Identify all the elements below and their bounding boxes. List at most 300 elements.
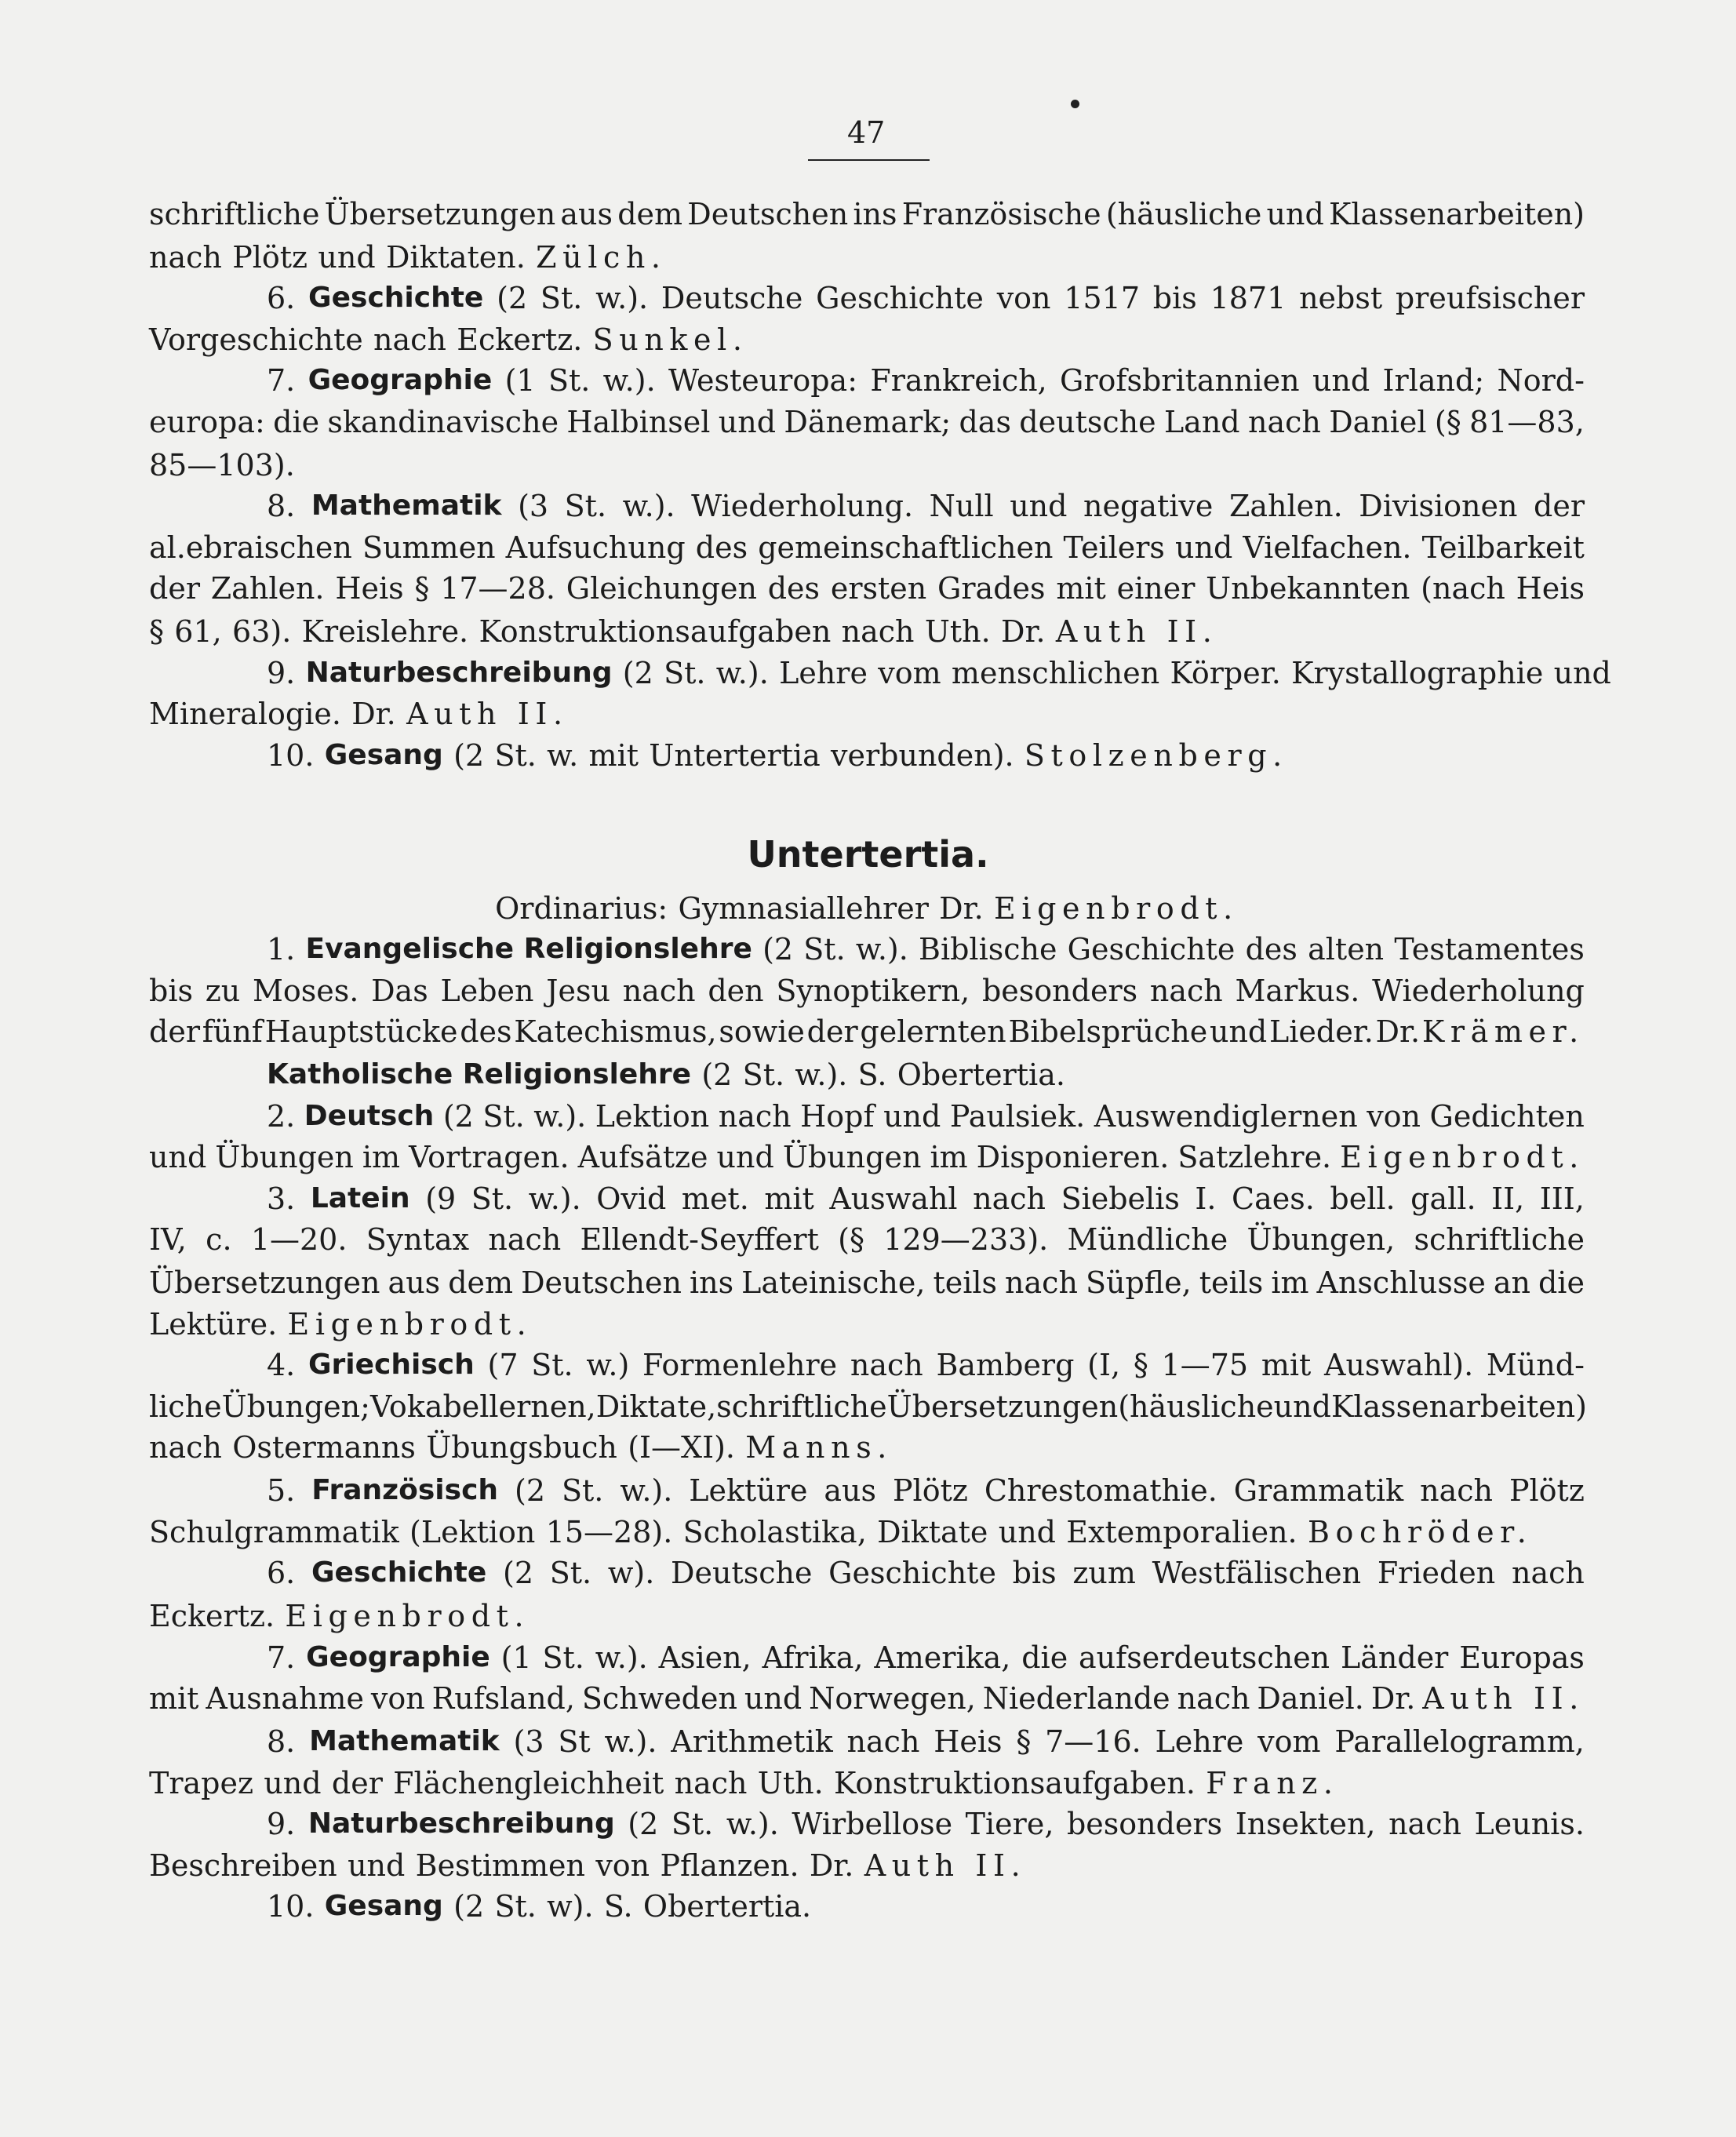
text-line	[267, 1101, 1585, 1134]
item-number: 8.	[267, 1724, 296, 1759]
word: nebst	[1299, 281, 1383, 315]
teacher-name: Stolzenberg.	[1024, 738, 1288, 773]
word: und	[1010, 489, 1068, 523]
word: von	[595, 1848, 650, 1883]
word: Heis	[1516, 571, 1585, 606]
word: w.	[547, 738, 579, 773]
word: Vielfachen.	[1243, 530, 1412, 565]
word: Übungen	[782, 1140, 922, 1174]
word: Aufsuchung	[505, 530, 686, 565]
word: ins	[853, 197, 897, 231]
word: Caes.	[1232, 1181, 1315, 1216]
word: Lehre	[1155, 1724, 1244, 1759]
word: (2	[515, 1473, 546, 1508]
word: bis	[1152, 281, 1197, 315]
item-number: 7.	[267, 363, 296, 398]
text-line	[149, 616, 1585, 649]
word: Deutsche	[671, 1556, 813, 1590]
text-line	[149, 573, 1585, 606]
teacher-name: Krämer.	[1421, 1014, 1585, 1049]
word: von	[1367, 1099, 1421, 1134]
word: und	[1273, 1389, 1331, 1424]
text-line	[149, 406, 1585, 439]
word: Asien,	[658, 1640, 752, 1675]
word: bell.	[1330, 1181, 1396, 1216]
word: Vorgeschichte	[149, 322, 363, 357]
word: (Lektion	[409, 1515, 536, 1549]
word: Tiere,	[965, 1807, 1054, 1841]
teacher-name: Zülch.	[536, 240, 667, 275]
item-number: 6.	[267, 1556, 296, 1590]
word: schriftliche	[716, 1389, 887, 1424]
subject-heading: Latein	[310, 1182, 410, 1214]
word: c.	[206, 1222, 232, 1257]
word: w.).	[604, 1724, 657, 1759]
word: Siebelis	[1061, 1181, 1180, 1216]
word: Biblische	[919, 932, 1057, 967]
word: St.	[542, 1640, 584, 1675]
word: im	[362, 1140, 401, 1174]
word: (2	[453, 1889, 485, 1924]
word: Klassenarbeiten)	[1330, 1389, 1587, 1424]
word: al.ebraischen	[149, 530, 352, 565]
word: Mündliche	[1067, 1222, 1228, 1257]
word: und	[883, 1099, 941, 1134]
word: aus	[824, 1473, 877, 1508]
word: negative	[1083, 489, 1214, 523]
word: Markus.	[1235, 974, 1360, 1008]
word: Satzlehre.	[1177, 1140, 1332, 1174]
word: w.).	[855, 932, 908, 967]
word: Gleichungen	[566, 571, 757, 606]
word: (2	[453, 738, 485, 773]
word: Plötz	[1509, 1473, 1585, 1508]
word: Heis	[934, 1724, 1003, 1759]
word: Anschlusse	[1316, 1265, 1486, 1300]
word: gall.	[1410, 1181, 1476, 1216]
text-line	[149, 1767, 1585, 1800]
word: Diktate,	[595, 1389, 717, 1424]
word: (I—XI).	[628, 1430, 735, 1465]
word: Beschreiben	[149, 1848, 337, 1883]
word: nach	[488, 1222, 562, 1257]
word: mit	[764, 1181, 814, 1216]
word: Diktaten.	[385, 240, 526, 275]
subject-heading: Evangelische Religionslehre	[305, 933, 752, 965]
word: Formenlehre	[642, 1348, 838, 1382]
text-line	[149, 450, 1585, 482]
item-number: 7.	[267, 1640, 296, 1675]
word: Münd-	[1486, 1348, 1585, 1382]
word: Wirbellose	[792, 1807, 953, 1841]
word: (nach	[1421, 571, 1505, 606]
word: nach	[1388, 1807, 1461, 1841]
word: die	[1538, 1265, 1585, 1300]
word: Krystallographie	[1291, 656, 1544, 690]
word: Ostermanns	[232, 1430, 416, 1465]
word: Bibelsprüche	[1008, 1014, 1208, 1049]
word: Uth.	[924, 614, 991, 649]
word: Katechismus,	[514, 1014, 717, 1049]
word: mit	[588, 738, 639, 773]
word: Übungen;	[221, 1389, 370, 1424]
word: St.	[664, 656, 706, 690]
word: (2	[503, 1556, 534, 1590]
word: mit	[1056, 571, 1106, 606]
word: Dr.	[939, 891, 984, 926]
word: w.).	[726, 1807, 779, 1841]
word: (2	[762, 932, 794, 967]
word: Dr.	[351, 697, 396, 731]
word: dem	[617, 197, 683, 231]
word: w.).	[620, 1473, 673, 1508]
word: des	[695, 530, 748, 565]
word: Grades	[937, 571, 1046, 606]
word: nach	[622, 974, 696, 1008]
teacher-name: Eigenbrodt.	[994, 891, 1239, 926]
word: 61,	[174, 614, 222, 649]
word: Vokabellernen,	[369, 1389, 596, 1424]
text-line	[267, 656, 1611, 690]
teacher-name: Franz.	[1206, 1766, 1339, 1800]
word: Körper.	[1170, 656, 1281, 690]
word: (2	[622, 656, 653, 690]
subject-heading: Deutsch	[304, 1100, 435, 1132]
word: 129—233).	[883, 1222, 1049, 1257]
word: und	[998, 1515, 1056, 1549]
word: Wiederholung.	[691, 489, 914, 523]
word: das	[959, 405, 1011, 439]
word: Niederlande	[982, 1681, 1170, 1716]
word: w).	[607, 1556, 655, 1590]
word: Auswahl	[829, 1181, 958, 1216]
word: Dr.	[1370, 1681, 1416, 1716]
text-line	[149, 1600, 1585, 1633]
word: Eckertz.	[457, 322, 583, 357]
word: nach	[149, 1430, 222, 1465]
word: w.).	[595, 281, 649, 315]
text-line	[149, 1141, 1585, 1174]
word: und	[348, 1848, 406, 1883]
word: schriftliche	[1414, 1222, 1585, 1257]
subject-heading: Griechisch	[308, 1349, 475, 1381]
word: (9	[425, 1181, 457, 1216]
text-line	[149, 242, 1585, 275]
word: und	[1266, 197, 1324, 231]
word: nach	[373, 322, 446, 357]
word: nach	[674, 1766, 748, 1800]
word: IV,	[149, 1222, 187, 1257]
word: Geschichte	[816, 281, 984, 315]
word: Unbekannten	[1206, 571, 1410, 606]
word: (§	[838, 1222, 864, 1257]
word: Gedichten	[1429, 1099, 1585, 1134]
item-number: 9.	[267, 1807, 296, 1841]
teacher-name: Auth II.	[406, 697, 569, 731]
text-line	[149, 1391, 1585, 1424]
word: der	[149, 1014, 200, 1049]
word: Synoptikern,	[776, 974, 970, 1008]
word: Grofsbritannien	[1060, 363, 1300, 398]
word: Ovid	[596, 1181, 667, 1216]
word: Arithmetik	[671, 1724, 833, 1759]
word: Übersetzungen	[886, 1389, 1119, 1424]
word: einer	[1116, 571, 1196, 606]
text-line	[267, 282, 1585, 315]
word: gemeinschaftlichen	[758, 530, 1054, 565]
word: von	[370, 1681, 425, 1716]
word: ins	[690, 1265, 734, 1300]
word: Frankreich,	[870, 363, 1047, 398]
word: sowie	[719, 1014, 805, 1049]
word: Hauptstücke	[264, 1014, 458, 1049]
word: und	[149, 1140, 207, 1174]
word: liche	[149, 1389, 222, 1424]
word: St.	[742, 1058, 785, 1092]
word: Flächengleichheit	[393, 1766, 664, 1800]
word: St.	[548, 363, 591, 398]
word: Aufsätze	[577, 1140, 708, 1174]
word: Französische	[901, 197, 1101, 231]
word: nach	[149, 240, 222, 275]
section-heading: Untertertia.	[747, 833, 989, 876]
word: bis	[1012, 1556, 1057, 1590]
word: Westfälischen	[1152, 1556, 1362, 1590]
word: Konstruktionsaufgaben	[479, 614, 832, 649]
word: 1871	[1210, 281, 1287, 315]
word: nach	[1512, 1556, 1585, 1590]
word: besonders	[1066, 1807, 1223, 1841]
word: und	[1209, 1014, 1268, 1049]
text-line	[267, 1891, 1585, 1924]
word: alten	[1308, 932, 1385, 967]
text-line	[149, 1267, 1585, 1300]
word: Dr.	[1375, 1014, 1421, 1049]
text-line	[149, 893, 1585, 926]
word: menschlichen	[951, 656, 1160, 690]
word: Übersetzungen	[324, 197, 556, 231]
page-number: 47	[847, 115, 886, 150]
word: Auswendiglernen	[1094, 1099, 1358, 1134]
word: (häusliche	[1105, 197, 1262, 231]
word: (3	[518, 489, 549, 523]
word: die	[1021, 1640, 1068, 1675]
text-line	[267, 1183, 1585, 1216]
subject-heading: Katholische Religionslehre	[267, 1058, 692, 1090]
word: Länder	[1341, 1640, 1449, 1675]
word: St.	[494, 1889, 537, 1924]
word: Gymnasiallehrer	[678, 891, 929, 926]
teacher-name: Sunkel.	[592, 322, 748, 357]
word: w.).	[533, 1099, 587, 1134]
word: von	[996, 281, 1051, 315]
text-line	[149, 532, 1585, 565]
word: 81—83,	[1469, 405, 1585, 439]
word: (3	[513, 1724, 544, 1759]
subject-heading: Mathematik	[311, 490, 502, 522]
word: nach	[718, 1099, 792, 1134]
word: nach	[1247, 405, 1321, 439]
subject-heading: Mathematik	[309, 1725, 500, 1757]
word: Jesu	[546, 974, 610, 1008]
word: Nord-	[1497, 363, 1585, 398]
word: aus	[388, 1265, 441, 1300]
word: Teilbarkeit	[1421, 530, 1585, 565]
word: Lateinische,	[741, 1265, 926, 1300]
word: schriftliche	[149, 197, 320, 231]
word: mit	[1261, 1348, 1312, 1382]
word: Deutschen	[521, 1265, 682, 1300]
text-line	[149, 1683, 1585, 1716]
subject-heading: Geschichte	[311, 1556, 487, 1589]
word: an	[1493, 1265, 1530, 1300]
word: II,	[1491, 1181, 1525, 1216]
word: mit	[149, 1681, 199, 1716]
word: Scholastika,	[682, 1515, 867, 1549]
word: (§	[1434, 405, 1461, 439]
word: St.	[561, 1473, 604, 1508]
text-line	[267, 365, 1585, 398]
word: Lieder.	[1269, 1014, 1374, 1049]
word: St.	[531, 1348, 573, 1382]
word: (I,	[1087, 1348, 1121, 1382]
word: und	[1312, 363, 1370, 398]
word: Schulgrammatik	[149, 1515, 399, 1549]
word: Plötz	[892, 1473, 968, 1508]
teacher-name: Auth II.	[1055, 614, 1218, 649]
word: Dänemark;	[784, 405, 952, 439]
text-line	[149, 1016, 1585, 1049]
word: Übungen	[215, 1140, 354, 1174]
word: Insekten,	[1235, 1807, 1376, 1841]
word: (1	[500, 1640, 532, 1675]
teacher-name: Eigenbrodt.	[285, 1599, 530, 1633]
item-number: 10.	[267, 738, 315, 773]
word: §	[149, 614, 164, 649]
word: I.	[1195, 1181, 1217, 1216]
word: Schweden	[581, 1681, 737, 1716]
word: Ordinarius:	[495, 891, 668, 926]
word: §	[1016, 1724, 1032, 1759]
word: des	[1245, 932, 1297, 967]
word: Mineralogie.	[149, 697, 341, 731]
text-line	[149, 975, 1585, 1008]
word: Diktate	[877, 1515, 988, 1549]
item-number: 6.	[267, 281, 296, 315]
word: Daniel	[1329, 405, 1427, 439]
item-number: 1.	[267, 932, 296, 967]
word: Norwegen,	[809, 1681, 976, 1716]
word: Europas	[1459, 1640, 1585, 1675]
word: w.).	[622, 489, 675, 523]
subject-heading: Geschichte	[308, 282, 484, 314]
word: der	[331, 1766, 383, 1800]
word: Kreislehre.	[301, 614, 469, 649]
word: (1	[504, 363, 536, 398]
text-line	[149, 1432, 1585, 1465]
word: skandinavische	[327, 405, 559, 439]
word: w.).	[595, 1640, 648, 1675]
word: und	[264, 1766, 322, 1800]
word: §	[414, 571, 430, 606]
subject-heading: Naturbeschreibung	[305, 657, 613, 689]
word: Halbinsel	[566, 405, 711, 439]
word: Zahlen.	[210, 571, 325, 606]
word: Lektion	[595, 1099, 710, 1134]
subject-heading: Französisch	[311, 1474, 499, 1506]
word: w).	[547, 1889, 594, 1924]
word: Irland;	[1382, 363, 1485, 398]
word: verbunden).	[831, 738, 1014, 773]
word: St.	[482, 1099, 525, 1134]
word: nach	[850, 1348, 923, 1382]
word: preufsischer	[1395, 281, 1585, 315]
word: (2	[497, 281, 528, 315]
word: Süpfle,	[1085, 1265, 1192, 1300]
word: Geschichte	[1067, 932, 1236, 967]
word: Übungen,	[1246, 1222, 1396, 1257]
text-line	[149, 1224, 1585, 1257]
word: Pflanzen.	[660, 1848, 799, 1883]
word: nach	[973, 1181, 1046, 1216]
word: Obertertia.	[642, 1889, 812, 1924]
word: w.).	[528, 1181, 581, 1216]
word: (häusliche	[1118, 1389, 1274, 1424]
word: (7	[487, 1348, 519, 1382]
text-line	[267, 740, 1585, 773]
word: III,	[1539, 1181, 1585, 1216]
word: des	[767, 571, 821, 606]
item-number: 4.	[267, 1348, 296, 1382]
teacher-name: Eigenbrodt.	[1340, 1140, 1585, 1174]
teacher-name: Bochröder.	[1307, 1515, 1533, 1549]
teacher-name: Auth II.	[1422, 1681, 1585, 1716]
text-line	[267, 1726, 1585, 1759]
item-number: 10.	[267, 1889, 315, 1924]
word: Paulsiek.	[949, 1099, 1086, 1134]
subject-heading: Geographie	[308, 364, 493, 396]
word: Trapez	[149, 1766, 253, 1800]
word: Ausnahme	[206, 1681, 364, 1716]
item-number: 8.	[267, 489, 296, 523]
word: Lektüre.	[149, 1307, 278, 1342]
word: Ellendt-Seyffert	[580, 1222, 819, 1257]
ink-dot	[1071, 100, 1079, 108]
word: Auswahl).	[1324, 1348, 1474, 1382]
word: St.	[471, 1181, 514, 1216]
word: vom	[1257, 1724, 1321, 1759]
text-line	[267, 1642, 1585, 1675]
word: Deutsche	[661, 281, 803, 315]
subject-heading: Gesang	[324, 739, 443, 771]
word: Frieden	[1377, 1556, 1496, 1590]
word: nach	[1005, 1265, 1078, 1300]
word: und	[718, 405, 777, 439]
word: teils	[1199, 1265, 1264, 1300]
word: (2	[628, 1807, 659, 1841]
word: ersten	[830, 571, 927, 606]
word: Afrika,	[762, 1640, 864, 1675]
word: Untertertia	[649, 738, 821, 773]
word: Dr.	[809, 1848, 854, 1883]
word: nach	[846, 1724, 920, 1759]
word: Zahlen.	[1228, 489, 1343, 523]
word: Das	[371, 974, 428, 1008]
text-line	[267, 1349, 1585, 1382]
word: zum	[1072, 1556, 1136, 1590]
word: im	[1271, 1265, 1309, 1300]
word: S.	[603, 1889, 633, 1924]
